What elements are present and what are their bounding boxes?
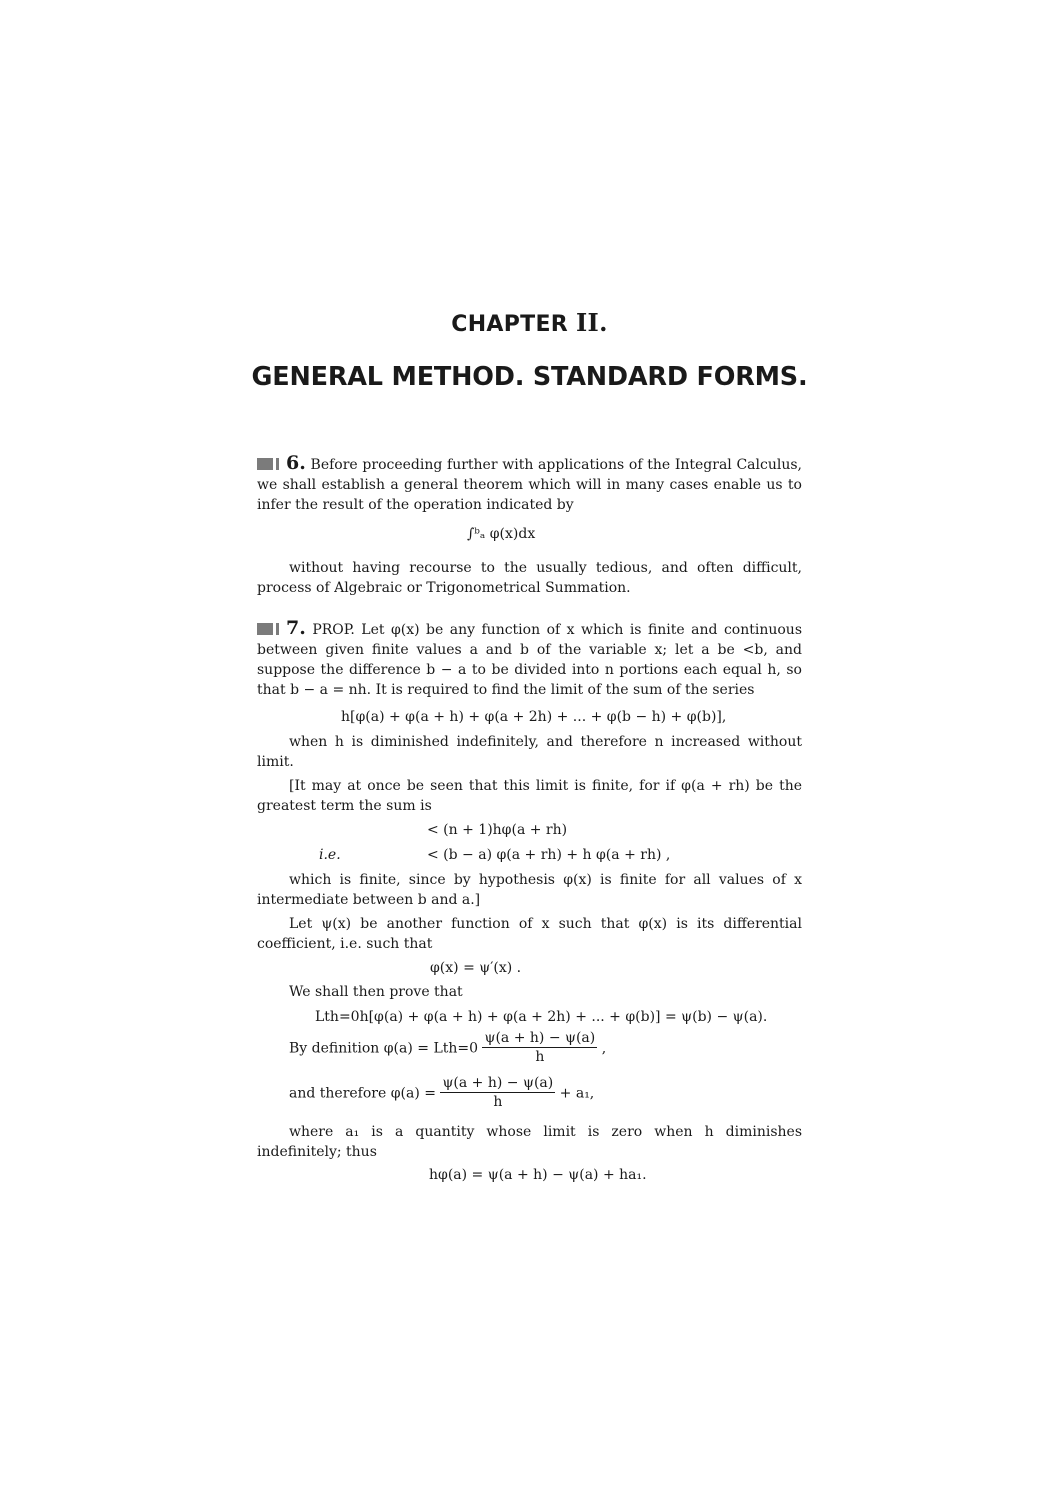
- final-equation: hφ(a) = ψ(a + h) − ψ(a) + ha₁.: [429, 1167, 647, 1183]
- theorem-equation: Lth=0h[φ(a) + φ(a + h) + φ(a + 2h) + ... + φ(b)] = ψ(b) − ψ(a).: [315, 1009, 768, 1025]
- derivative-equation: φ(x) = ψ′(x) .: [430, 960, 522, 976]
- section-7-text: PROP. Let φ(x) be any function of x which is finite and continuous between given finite values a and b of the variable x; let a be <b, and suppose the difference b − a to be divided into n portions each equal h, so that b − a = nh. It is required to find the limit of the sum of the series: [257, 622, 803, 698]
- section-7-paragraph: [257, 618, 802, 700]
- section-marker-tail: [276, 458, 279, 470]
- paragraph-which-is-finite: which is finite, since by hypothesis φ(x) is finite for all values of x intermediate between b and a.]: [257, 872, 802, 908]
- definition-label: By definition: [289, 1040, 380, 1057]
- inequality-1: < (n + 1)hφ(a + rh): [427, 822, 568, 838]
- fraction-denominator: h: [535, 1049, 545, 1065]
- section-6-continuation: without having recourse to the usually tedious, and often difficult, process of Algebraic or Trigonometrical Summation.: [257, 560, 802, 596]
- section-number: 7.: [286, 617, 306, 639]
- paragraph-let-psi: Let ψ(x) be another function of x such that φ(x) is its differential coefficient, i.e. such that: [257, 916, 802, 952]
- paragraph-when-h: when h is diminished indefinitely, and therefore n increased without limit.: [257, 734, 802, 770]
- difference-quotient: [482, 1030, 597, 1067]
- section-marker-tail: [276, 623, 279, 635]
- chapter-numeral: II.: [576, 308, 608, 337]
- fraction-numerator-2: ψ(a + h) − ψ(a): [442, 1075, 554, 1091]
- chapter-title: GENERAL METHOD. STANDARD FORMS.: [251, 362, 808, 392]
- therefore-tail: + a₁,: [559, 1085, 595, 1102]
- chapter-heading: [257, 308, 802, 337]
- section-marker-icon: [257, 623, 273, 635]
- definition-line: [289, 1030, 606, 1067]
- series-equation: h[φ(a) + φ(a + h) + φ(a + 2h) + ... + φ(b − h) + φ(b)],: [341, 709, 727, 725]
- ie-label: i.e.: [319, 847, 341, 863]
- section-6-text: Before proceeding further with applications of the Integral Calculus, we shall establish a general theorem which will in many cases enable us to infer the result of the operation indicated by: [257, 457, 802, 513]
- paragraph-we-prove: We shall then prove that: [289, 984, 463, 1000]
- paragraph-limit-finite: [It may at once be seen that this limit is finite, for if φ(a + rh) be the greatest term the sum is: [257, 778, 802, 814]
- chapter-label: CHAPTER: [451, 312, 569, 337]
- section-6-paragraph: [257, 453, 802, 515]
- fraction-numerator: ψ(a + h) − ψ(a): [484, 1030, 596, 1046]
- definition-tail: ,: [601, 1040, 607, 1057]
- fraction-denominator-2: h: [493, 1094, 503, 1110]
- difference-quotient-2: [440, 1075, 555, 1112]
- section-number: 6.: [286, 452, 306, 474]
- therefore-label: and therefore φ(a) =: [289, 1085, 436, 1102]
- definition-lhs: φ(a) = Lth=0: [383, 1040, 479, 1057]
- section-marker-icon: [257, 458, 273, 470]
- therefore-line: [289, 1075, 594, 1112]
- paragraph-where-a1: where a₁ is a quantity whose limit is zero when h diminishes indefinitely; thus: [257, 1124, 802, 1160]
- integral-expression: ∫ᵇₐ φ(x)dx: [467, 526, 536, 542]
- inequality-2: < (b − a) φ(a + rh) + h φ(a + rh) ,: [427, 847, 671, 863]
